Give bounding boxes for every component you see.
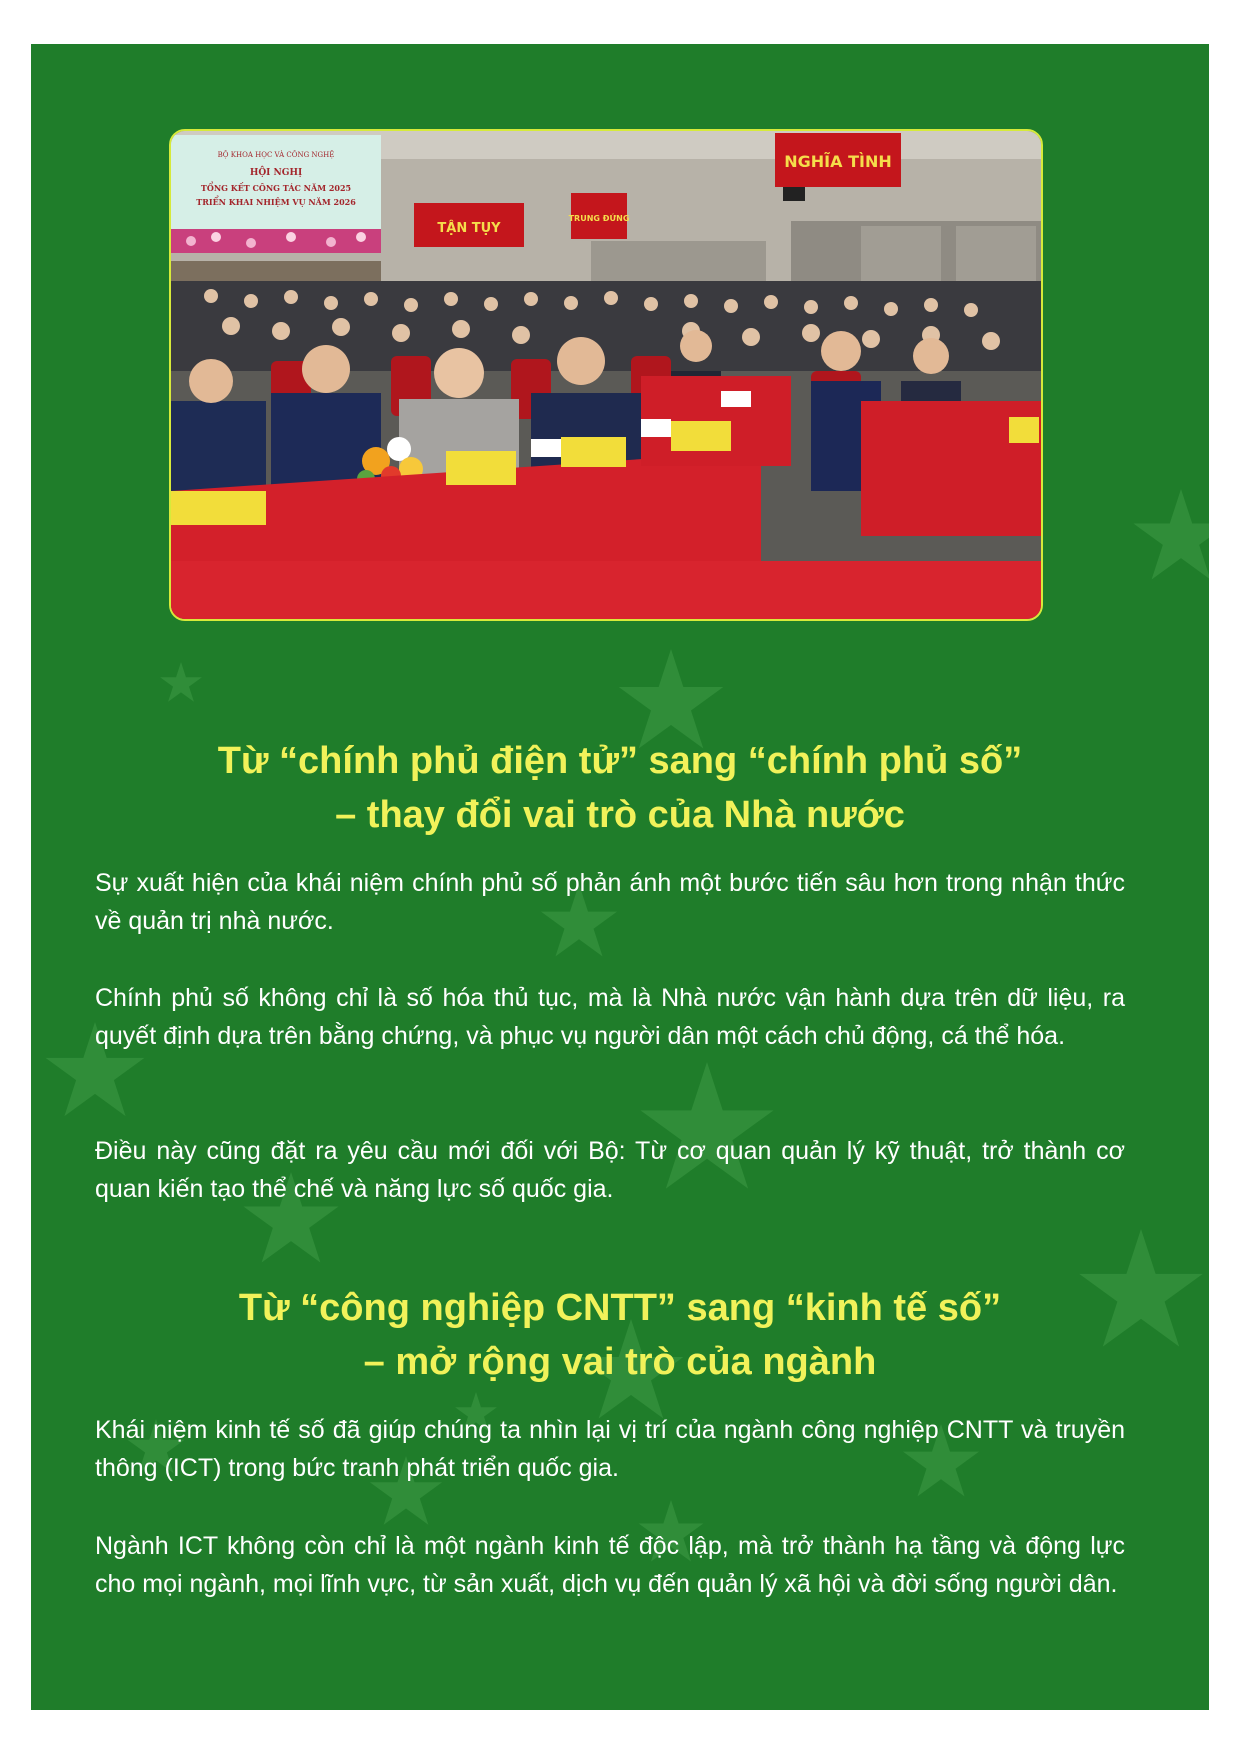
paragraph: Sự xuất hiện của khái niệm chính phủ số phản ánh một bước tiến sâu hơn trong nhận thức về quản trị nhà nước. <box>95 869 1125 935</box>
screen-line: TỔNG KẾT CÔNG TÁC NĂM 2025 <box>200 183 352 193</box>
svg-text:NGHĨA TÌNH: NGHĨA TÌNH <box>784 152 892 171</box>
projection-screen <box>171 135 381 253</box>
banner <box>569 193 630 239</box>
paragraph: Chính phủ số không chỉ là số hóa thủ tục, mà là Nhà nước vận hành dựa trên dữ liệu, ra quyết định dựa trên bằng chứng, và phục vụ người dân một cách chủ động, cá thể hóa. <box>95 984 1125 1050</box>
page-panel <box>31 44 1209 1710</box>
conference-photo <box>169 129 1043 621</box>
screen-line: TRIỂN KHAI NHIỆM VỤ NĂM 2026 <box>196 197 356 207</box>
svg-text:TẬN TỤY: TẬN TỤY <box>437 221 501 236</box>
title-line: – thay đổi vai trò của Nhà nước <box>335 793 905 836</box>
paragraph: Khái niệm kinh tế số đã giúp chúng ta nhìn lại vị trí của ngành công nghiệp CNTT và truyền thông (ICT) trong bức tranh phát triển quốc gia. <box>95 1416 1125 1482</box>
section-title-government <box>31 734 1209 842</box>
paragraph: Điều này cũng đặt ra yêu cầu mới đối với Bộ: Từ cơ quan quản lý kỹ thuật, trở thành cơ quan kiến tạo thể chế và năng lực số quốc gia. <box>95 1137 1125 1203</box>
star-icon <box>160 662 202 702</box>
banner <box>775 133 901 187</box>
section-title-economy <box>31 1281 1209 1389</box>
screen-line: HỘI NGHỊ <box>249 168 303 178</box>
title-line: Từ “chính phủ điện tử” sang “chính phủ số” <box>217 739 1023 782</box>
paragraph: Ngành ICT không còn chỉ là một ngành kinh tế độc lập, mà trở thành hạ tầng và động lực cho mọi ngành, mọi lĩnh vực, từ sản xuất, dịch vụ đến quản lý xã hội và đời sống người dân. <box>95 1532 1125 1598</box>
banner <box>414 203 524 247</box>
star-icon <box>1133 489 1209 579</box>
title-line: Từ “công nghiệp CNTT” sang “kinh tế số” <box>238 1286 1002 1329</box>
svg-text:TRUNG ĐỨNG: TRUNG ĐỨNG <box>568 214 630 223</box>
screen-line: BỘ KHOA HỌC VÀ CÔNG NGHỆ <box>217 151 335 159</box>
title-line: – mở rộng vai trò của ngành <box>363 1340 877 1383</box>
